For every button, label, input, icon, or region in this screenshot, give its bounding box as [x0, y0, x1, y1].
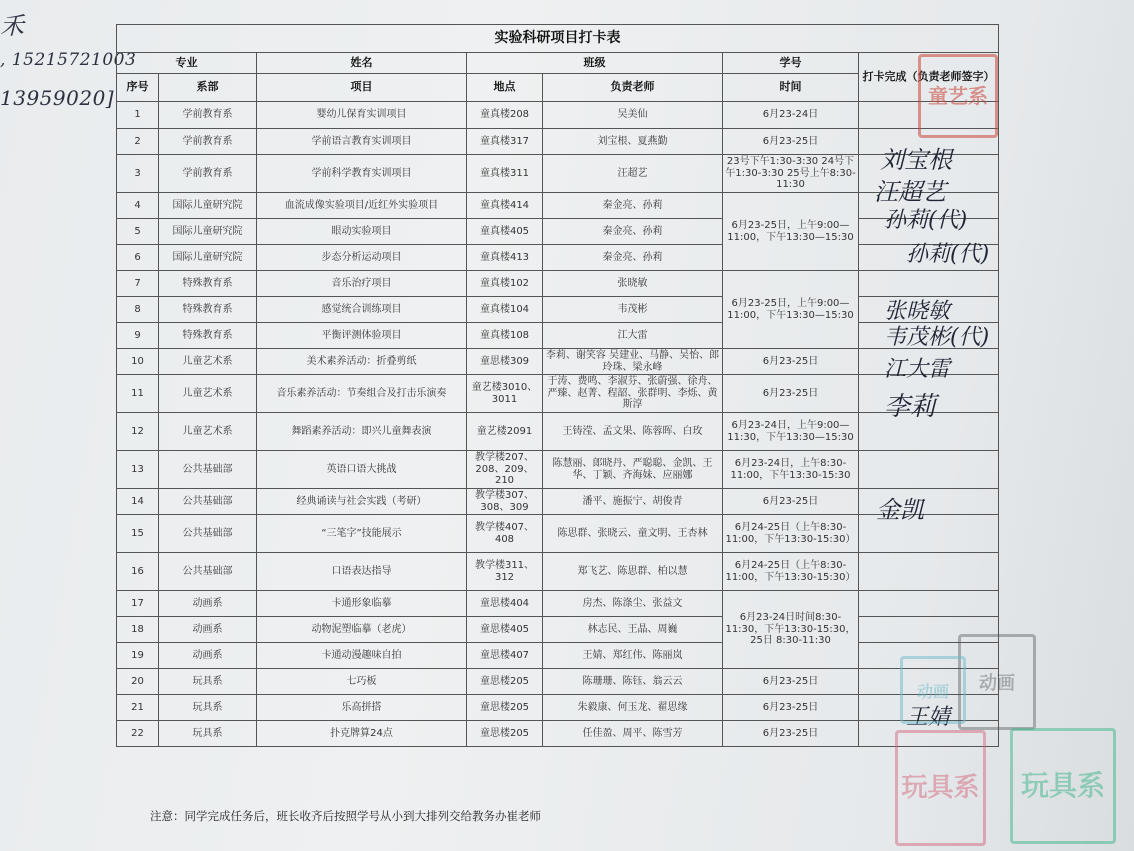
- cell-location: 童真楼317: [467, 129, 543, 155]
- department-stamp-cyan: 动画: [900, 656, 966, 724]
- handwritten-name: 禾: [0, 12, 24, 40]
- department-stamp-grey: 动画: [958, 634, 1036, 730]
- cell-teacher: 潘平、施振宁、胡俊青: [543, 489, 723, 515]
- cell-location: 童思楼309: [467, 349, 543, 375]
- cell-dept: 国际儿童研究院: [159, 193, 257, 219]
- cell-teacher: 吴美仙: [543, 102, 723, 129]
- cell-dept: 玩具系: [159, 721, 257, 747]
- cell-dept: 公共基础部: [159, 515, 257, 553]
- header-major: 专业: [117, 53, 257, 74]
- cell-no: 19: [117, 643, 159, 669]
- table-row: [117, 413, 999, 451]
- cell-location: 教学楼407、408: [467, 515, 543, 553]
- cell-dept: 玩具系: [159, 695, 257, 721]
- cell-time: 6月23-25日: [723, 669, 859, 695]
- handwritten-phone-2: 13959020]: [0, 86, 115, 110]
- cell-project: 卡通动漫趣味自拍: [257, 643, 467, 669]
- cell-dept: 公共基础部: [159, 489, 257, 515]
- table-row: [117, 102, 999, 129]
- cell-dept: 国际儿童研究院: [159, 245, 257, 271]
- cell-teacher: 韦茂彬: [543, 297, 723, 323]
- cell-time: 6月24-25日（上午8:30-11:00，下午13:30-15:30）: [723, 515, 859, 553]
- cell-no: 5: [117, 219, 159, 245]
- cell-project: 卡通形象临摹: [257, 591, 467, 617]
- table-note: 注意：同学完成任务后，班长收齐后按照学号从小到大排列交给教务办崔老师: [150, 809, 541, 823]
- signature-2: 汪超艺: [874, 178, 946, 206]
- cell-no: 1: [117, 102, 159, 129]
- cell-project: 婴幼儿保育实训项目: [257, 102, 467, 129]
- cell-dept: 儿童艺术系: [159, 413, 257, 451]
- table-row: [117, 489, 999, 515]
- cell-no: 2: [117, 129, 159, 155]
- cell-signature: [859, 271, 999, 297]
- header-name: 姓名: [257, 53, 467, 74]
- table-row: [117, 219, 999, 245]
- cell-teacher: 张晓敏: [543, 271, 723, 297]
- cell-teacher: 任佳盈、周平、陈雪芳: [543, 721, 723, 747]
- cell-no: 16: [117, 553, 159, 591]
- cell-location: 童艺楼3010、3011: [467, 375, 543, 413]
- cell-dept: 特殊教育系: [159, 323, 257, 349]
- cell-project: “三笔字”技能展示: [257, 515, 467, 553]
- cell-project: 学前科学教育实训项目: [257, 155, 467, 193]
- cell-no: 22: [117, 721, 159, 747]
- cell-project: 音乐治疗项目: [257, 271, 467, 297]
- cell-project: 步态分析运动项目: [257, 245, 467, 271]
- table-row: [117, 617, 999, 643]
- signature-1: 刘宝根: [880, 146, 952, 174]
- cell-project: 平衡评测体验项目: [257, 323, 467, 349]
- cell-no: 10: [117, 349, 159, 375]
- cell-dept: 学前教育系: [159, 129, 257, 155]
- table-row: [117, 245, 999, 271]
- cell-project: 眼动实验项目: [257, 219, 467, 245]
- cell-time: 6月24-25日（上午8:30-11:00，下午13:30-15:30）: [723, 553, 859, 591]
- cell-no: 17: [117, 591, 159, 617]
- cell-location: 童思楼205: [467, 669, 543, 695]
- cell-dept: 学前教育系: [159, 155, 257, 193]
- header-class: 班级: [467, 53, 723, 74]
- cell-time: 6月23-24日，上午9:00—11:30，下午13:30—15:30: [723, 413, 859, 451]
- header-student-id: 学号: [723, 53, 859, 74]
- cell-teacher: 江大雷: [543, 323, 723, 349]
- cell-teacher: 秦金亮、孙莉: [543, 219, 723, 245]
- cell-teacher: 汪超艺: [543, 155, 723, 193]
- cell-project: 美术素养活动：折叠剪纸: [257, 349, 467, 375]
- signature-8: 李莉: [884, 392, 937, 422]
- header-no: 序号: [117, 74, 159, 102]
- cell-teacher: 秦金亮、孙莉: [543, 245, 723, 271]
- signature-3: 孙莉(代): [884, 208, 968, 233]
- table-row: [117, 591, 999, 617]
- cell-no: 8: [117, 297, 159, 323]
- cell-time: 23号下午1:30-3:30 24号下午1:30-3:30 25号上午8:30-11:30: [723, 155, 859, 193]
- cell-time: 6月23-25日: [723, 375, 859, 413]
- cell-signature: [859, 451, 999, 489]
- cell-no: 13: [117, 451, 159, 489]
- cell-project: 七巧板: [257, 669, 467, 695]
- table-row: [117, 721, 999, 747]
- table-row: [117, 553, 999, 591]
- cell-no: 21: [117, 695, 159, 721]
- cell-project: 学前语言教育实训项目: [257, 129, 467, 155]
- header-location: 地点: [467, 74, 543, 102]
- cell-location: 教学楼307、308、309: [467, 489, 543, 515]
- cell-location: 童思楼405: [467, 617, 543, 643]
- cell-dept: 特殊教育系: [159, 297, 257, 323]
- cell-dept: 动画系: [159, 643, 257, 669]
- table-row: [117, 643, 999, 669]
- cell-project: 血流成像实验项目/近红外实验项目: [257, 193, 467, 219]
- cell-location: 童思楼404: [467, 591, 543, 617]
- cell-project: 扑克牌算24点: [257, 721, 467, 747]
- table-row: [117, 669, 999, 695]
- header-teacher: 负责老师: [543, 74, 723, 102]
- cell-no: 6: [117, 245, 159, 271]
- cell-teacher: 秦金亮、孙莉: [543, 193, 723, 219]
- table-row: [117, 155, 999, 193]
- cell-teacher: 郑飞艺、陈思群、柏以慧: [543, 553, 723, 591]
- cell-location: 童真楼104: [467, 297, 543, 323]
- cell-teacher: 王铸滢、孟文果、陈蓉晖、白玫: [543, 413, 723, 451]
- signature-10: 王婧: [906, 705, 951, 730]
- cell-no: 7: [117, 271, 159, 297]
- cell-time: 6月23-25日: [723, 129, 859, 155]
- cell-no: 12: [117, 413, 159, 451]
- cell-dept: 国际儿童研究院: [159, 219, 257, 245]
- cell-location: 童真楼208: [467, 102, 543, 129]
- cell-teacher: 陈珊珊、陈钰、翁云云: [543, 669, 723, 695]
- table-row: [117, 375, 999, 413]
- cell-no: 9: [117, 323, 159, 349]
- cell-teacher: 朱毅康、何玉龙、翟思缘: [543, 695, 723, 721]
- cell-project: 感觉统合训练项目: [257, 297, 467, 323]
- cell-location: 童真楼108: [467, 323, 543, 349]
- cell-location: 童真楼311: [467, 155, 543, 193]
- cell-project: 英语口语大挑战: [257, 451, 467, 489]
- cell-teacher: 房杰、陈涤尘、张益文: [543, 591, 723, 617]
- cell-signature: [859, 591, 999, 617]
- cell-dept: 特殊教育系: [159, 271, 257, 297]
- cell-teacher: 于涛、费鸣、李淑芬、张蔚强、徐舟、严臻、赵菁、程韶、张群明、李烁、黄斯淳: [543, 375, 723, 413]
- header-dept: 系部: [159, 74, 257, 102]
- cell-no: 4: [117, 193, 159, 219]
- cell-teacher: 陈慧丽、郎晓丹、严聪聪、金凯、王华、丁颖、齐海妹、应丽娜: [543, 451, 723, 489]
- cell-teacher: 王婧、郑红伟、陈丽岚: [543, 643, 723, 669]
- table-row: [117, 193, 999, 219]
- cell-dept: 公共基础部: [159, 553, 257, 591]
- header-time: 时间: [723, 74, 859, 102]
- cell-time: 6月23-25日: [723, 721, 859, 747]
- signature-6: 韦茂彬(代): [884, 325, 990, 350]
- table-row: [117, 515, 999, 553]
- cell-time-group: 6月23-24日时间8:30-11:30，下午13:30-15:30，25日 8:30-11:30: [723, 591, 859, 669]
- department-stamp-teal: 玩具系: [1010, 728, 1116, 844]
- department-stamp-pink: 玩具系: [895, 730, 986, 846]
- cell-location: 教学楼311、312: [467, 553, 543, 591]
- cell-location: 童思楼205: [467, 721, 543, 747]
- cell-project: 动物泥塑临摹（老虎）: [257, 617, 467, 643]
- cell-time: 6月23-24日，上午8:30-11:00，下午13:30-15:30: [723, 451, 859, 489]
- cell-project: 音乐素养活动：节奏组合及打击乐演奏: [257, 375, 467, 413]
- header-checkin: 打卡完成（负责老师签字）: [859, 53, 999, 102]
- table-row: [117, 297, 999, 323]
- cell-project: 乐高拼搭: [257, 695, 467, 721]
- table-row: [117, 323, 999, 349]
- cell-no: 3: [117, 155, 159, 193]
- cell-location: 教学楼207、208、209、210: [467, 451, 543, 489]
- cell-dept: 公共基础部: [159, 451, 257, 489]
- cell-location: 童艺楼2091: [467, 413, 543, 451]
- cell-location: 童真楼413: [467, 245, 543, 271]
- cell-time: 6月23-25日: [723, 489, 859, 515]
- cell-dept: 儿童艺术系: [159, 375, 257, 413]
- cell-dept: 儿童艺术系: [159, 349, 257, 375]
- cell-no: 11: [117, 375, 159, 413]
- cell-no: 15: [117, 515, 159, 553]
- cell-signature: [859, 553, 999, 591]
- cell-dept: 玩具系: [159, 669, 257, 695]
- header-project: 项目: [257, 74, 467, 102]
- cell-project: 口语表达指导: [257, 553, 467, 591]
- cell-dept: 学前教育系: [159, 102, 257, 129]
- checkin-table: [116, 24, 999, 747]
- cell-location: 童思楼407: [467, 643, 543, 669]
- cell-project: 经典诵读与社会实践（考研）: [257, 489, 467, 515]
- department-stamp-red: 童艺系: [918, 54, 998, 138]
- cell-no: 14: [117, 489, 159, 515]
- table-title: 实验科研项目打卡表: [117, 25, 999, 53]
- handwritten-phone-1: , 15215721003: [0, 50, 137, 70]
- signature-4: 孙莉(代): [906, 242, 990, 267]
- cell-time: 6月23-25日: [723, 695, 859, 721]
- signature-7: 江大雷: [884, 357, 951, 382]
- cell-time: 6月23-24日: [723, 102, 859, 129]
- cell-time: 6月23-25日: [723, 349, 859, 375]
- cell-time-group: 6月23-25日，上午9:00—11:00，下午13:30—15:30: [723, 193, 859, 271]
- table-row: [117, 349, 999, 375]
- cell-location: 童真楼414: [467, 193, 543, 219]
- table-row: [117, 695, 999, 721]
- cell-location: 童真楼405: [467, 219, 543, 245]
- table-row: [117, 451, 999, 489]
- cell-teacher: 陈思群、张晓云、童文明、王杏林: [543, 515, 723, 553]
- table-row: [117, 129, 999, 155]
- cell-location: 童思楼205: [467, 695, 543, 721]
- signature-9: 金凯: [876, 496, 924, 524]
- signature-5: 张晓敏: [884, 299, 951, 324]
- cell-teacher: 林志民、王晶、周巍: [543, 617, 723, 643]
- cell-no: 20: [117, 669, 159, 695]
- cell-project: 舞蹈素养活动：即兴儿童舞表演: [257, 413, 467, 451]
- cell-teacher: 李莉、谢笑容 吴建业、马静、吴怡、郎玲珠、梁永峰: [543, 349, 723, 375]
- cell-dept: 动画系: [159, 591, 257, 617]
- table-row: [117, 271, 999, 297]
- cell-no: 18: [117, 617, 159, 643]
- cell-location: 童真楼102: [467, 271, 543, 297]
- cell-dept: 动画系: [159, 617, 257, 643]
- cell-teacher: 刘宝根、夏燕勤: [543, 129, 723, 155]
- cell-time-group: 6月23-25日，上午9:00—11:00，下午13:30—15:30: [723, 271, 859, 349]
